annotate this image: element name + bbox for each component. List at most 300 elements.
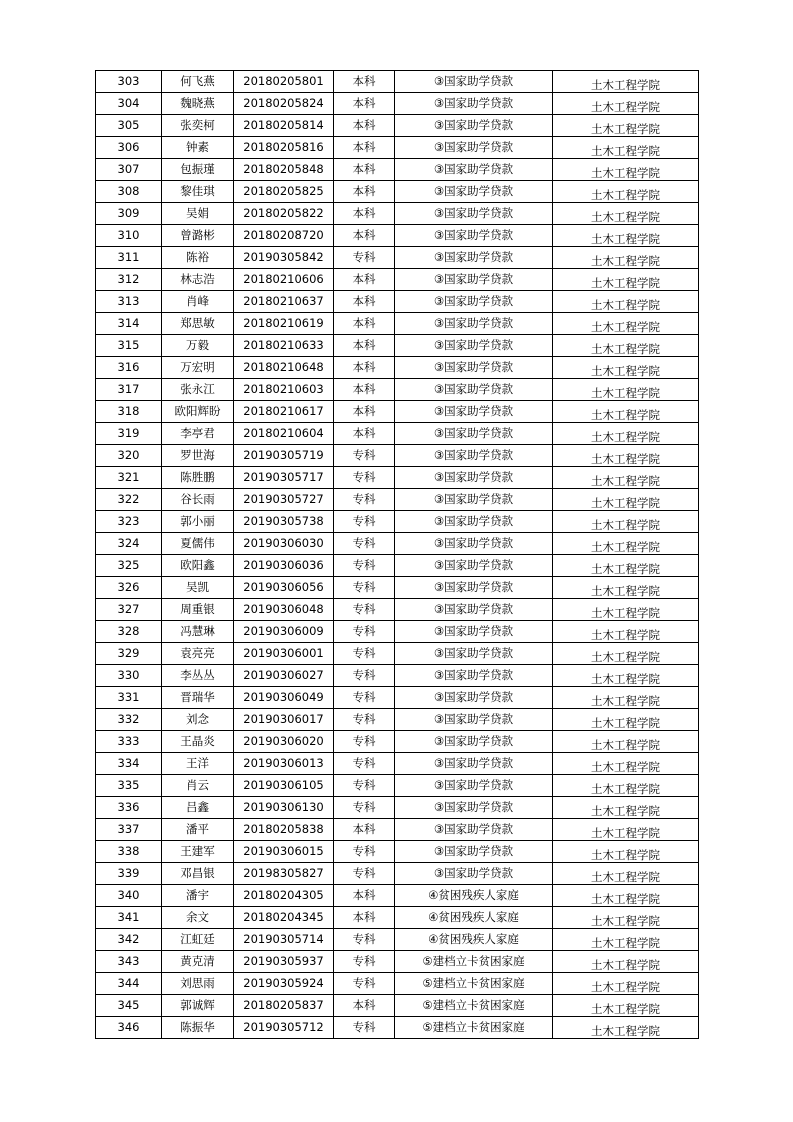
row-number-cell: 305 <box>96 115 162 137</box>
student-name-cell: 王洋 <box>162 753 234 775</box>
table-row <box>96 753 699 775</box>
student-name-cell: 肖云 <box>162 775 234 797</box>
college-cell: 土木工程学院 <box>553 115 699 137</box>
college-cell: 土木工程学院 <box>553 753 699 775</box>
student-name-cell: 夏儒伟 <box>162 533 234 555</box>
student-name-cell: 陈裕 <box>162 247 234 269</box>
student-id-cell: 20180210617 <box>234 401 334 423</box>
student-id-cell: 20190306048 <box>234 599 334 621</box>
education-level-cell: 专科 <box>334 1017 395 1039</box>
table-row <box>96 181 699 203</box>
college-cell: 土木工程学院 <box>553 511 699 533</box>
education-level-cell: 本科 <box>334 225 395 247</box>
aid-type-cell: ③国家助学贷款 <box>395 115 553 137</box>
education-level-cell: 专科 <box>334 709 395 731</box>
college-cell: 土木工程学院 <box>553 247 699 269</box>
table-row <box>96 313 699 335</box>
row-number-cell: 313 <box>96 291 162 313</box>
student-name-cell: 袁亮亮 <box>162 643 234 665</box>
student-id-cell: 20190305937 <box>234 951 334 973</box>
college-cell: 土木工程学院 <box>553 269 699 291</box>
education-level-cell: 专科 <box>334 753 395 775</box>
table-row <box>96 687 699 709</box>
college-cell: 土木工程学院 <box>553 467 699 489</box>
row-number-cell: 323 <box>96 511 162 533</box>
education-level-cell: 专科 <box>334 973 395 995</box>
aid-type-cell: ④贫困残疾人家庭 <box>395 907 553 929</box>
aid-type-cell: ③国家助学贷款 <box>395 621 553 643</box>
student-id-cell: 20180205814 <box>234 115 334 137</box>
student-name-cell: 吕鑫 <box>162 797 234 819</box>
row-number-cell: 340 <box>96 885 162 907</box>
student-name-cell: 邓昌银 <box>162 863 234 885</box>
aid-type-cell: ③国家助学贷款 <box>395 775 553 797</box>
education-level-cell: 专科 <box>334 775 395 797</box>
student-id-cell: 20190306001 <box>234 643 334 665</box>
table-row <box>96 973 699 995</box>
row-number-cell: 327 <box>96 599 162 621</box>
student-name-cell: 郭小丽 <box>162 511 234 533</box>
table-row <box>96 467 699 489</box>
student-id-cell: 20190305719 <box>234 445 334 467</box>
education-level-cell: 专科 <box>334 643 395 665</box>
aid-type-cell: ③国家助学贷款 <box>395 423 553 445</box>
row-number-cell: 338 <box>96 841 162 863</box>
college-cell: 土木工程学院 <box>553 203 699 225</box>
college-cell: 土木工程学院 <box>553 401 699 423</box>
college-cell: 土木工程学院 <box>553 973 699 995</box>
college-cell: 土木工程学院 <box>553 621 699 643</box>
student-name-cell: 魏晓燕 <box>162 93 234 115</box>
student-id-cell: 20190306030 <box>234 533 334 555</box>
table-row <box>96 93 699 115</box>
table-row <box>96 445 699 467</box>
table-row <box>96 555 699 577</box>
student-name-cell: 欧阳鑫 <box>162 555 234 577</box>
college-cell: 土木工程学院 <box>553 665 699 687</box>
college-cell: 土木工程学院 <box>553 907 699 929</box>
aid-type-cell: ⑤建档立卡贫困家庭 <box>395 973 553 995</box>
student-name-cell: 林志浩 <box>162 269 234 291</box>
aid-type-cell: ③国家助学贷款 <box>395 599 553 621</box>
student-id-cell: 20190306013 <box>234 753 334 775</box>
student-id-cell: 20198305827 <box>234 863 334 885</box>
aid-type-cell: ③国家助学贷款 <box>395 533 553 555</box>
table-row <box>96 929 699 951</box>
table-row <box>96 863 699 885</box>
aid-type-cell: ③国家助学贷款 <box>395 555 553 577</box>
aid-type-cell: ③国家助学贷款 <box>395 159 553 181</box>
college-cell: 土木工程学院 <box>553 489 699 511</box>
row-number-cell: 308 <box>96 181 162 203</box>
aid-type-cell: ③国家助学贷款 <box>395 577 553 599</box>
student-name-cell: 陈胜鹏 <box>162 467 234 489</box>
student-name-cell: 潘平 <box>162 819 234 841</box>
education-level-cell: 专科 <box>334 489 395 511</box>
aid-type-cell: ③国家助学贷款 <box>395 335 553 357</box>
college-cell: 土木工程学院 <box>553 423 699 445</box>
table-row <box>96 357 699 379</box>
education-level-cell: 专科 <box>334 577 395 599</box>
college-cell: 土木工程学院 <box>553 555 699 577</box>
college-cell: 土木工程学院 <box>553 731 699 753</box>
student-id-cell: 20180210606 <box>234 269 334 291</box>
student-id-cell: 20190305924 <box>234 973 334 995</box>
table-row <box>96 577 699 599</box>
student-name-cell: 欧阳辉盼 <box>162 401 234 423</box>
aid-type-cell: ③国家助学贷款 <box>395 181 553 203</box>
student-name-cell: 冯慧琳 <box>162 621 234 643</box>
student-id-cell: 20190306036 <box>234 555 334 577</box>
row-number-cell: 328 <box>96 621 162 643</box>
table-row <box>96 379 699 401</box>
college-cell: 土木工程学院 <box>553 313 699 335</box>
student-name-cell: 刘思雨 <box>162 973 234 995</box>
aid-type-cell: ③国家助学贷款 <box>395 489 553 511</box>
college-cell: 土木工程学院 <box>553 137 699 159</box>
college-cell: 土木工程学院 <box>553 841 699 863</box>
student-name-cell: 黄克清 <box>162 951 234 973</box>
student-name-cell: 吴凯 <box>162 577 234 599</box>
student-id-cell: 20180210619 <box>234 313 334 335</box>
aid-type-cell: ③国家助学贷款 <box>395 269 553 291</box>
college-cell: 土木工程学院 <box>553 291 699 313</box>
table-row <box>96 819 699 841</box>
row-number-cell: 304 <box>96 93 162 115</box>
aid-type-cell: ③国家助学贷款 <box>395 709 553 731</box>
row-number-cell: 342 <box>96 929 162 951</box>
table-row <box>96 951 699 973</box>
table-row <box>96 489 699 511</box>
table-row <box>96 115 699 137</box>
student-name-cell: 谷长雨 <box>162 489 234 511</box>
aid-type-cell: ③国家助学贷款 <box>395 247 553 269</box>
college-cell: 土木工程学院 <box>553 445 699 467</box>
row-number-cell: 343 <box>96 951 162 973</box>
table-row <box>96 841 699 863</box>
student-name-cell: 晋瑞华 <box>162 687 234 709</box>
education-level-cell: 专科 <box>334 731 395 753</box>
table-row <box>96 225 699 247</box>
student-id-cell: 20180205838 <box>234 819 334 841</box>
student-name-cell: 陈振华 <box>162 1017 234 1039</box>
education-level-cell: 本科 <box>334 137 395 159</box>
education-level-cell: 专科 <box>334 247 395 269</box>
education-level-cell: 本科 <box>334 907 395 929</box>
table-row <box>96 907 699 929</box>
student-name-cell: 李丛丛 <box>162 665 234 687</box>
student-id-cell: 20180205848 <box>234 159 334 181</box>
college-cell: 土木工程学院 <box>553 643 699 665</box>
student-name-cell: 王建军 <box>162 841 234 863</box>
row-number-cell: 326 <box>96 577 162 599</box>
row-number-cell: 330 <box>96 665 162 687</box>
student-name-cell: 王晶炎 <box>162 731 234 753</box>
education-level-cell: 专科 <box>334 445 395 467</box>
row-number-cell: 324 <box>96 533 162 555</box>
education-level-cell: 本科 <box>334 291 395 313</box>
student-name-cell: 曾潞彬 <box>162 225 234 247</box>
college-cell: 土木工程学院 <box>553 863 699 885</box>
student-id-cell: 20190305842 <box>234 247 334 269</box>
row-number-cell: 306 <box>96 137 162 159</box>
row-number-cell: 312 <box>96 269 162 291</box>
row-number-cell: 322 <box>96 489 162 511</box>
student-name-cell: 郑思敏 <box>162 313 234 335</box>
college-cell: 土木工程学院 <box>553 599 699 621</box>
aid-type-cell: ⑤建档立卡贫困家庭 <box>395 995 553 1017</box>
student-id-cell: 20190305712 <box>234 1017 334 1039</box>
aid-type-cell: ③国家助学贷款 <box>395 665 553 687</box>
education-level-cell: 专科 <box>334 797 395 819</box>
college-cell: 土木工程学院 <box>553 819 699 841</box>
student-id-cell: 20180204305 <box>234 885 334 907</box>
student-id-cell: 20190305727 <box>234 489 334 511</box>
table-row <box>96 885 699 907</box>
table-row <box>96 731 699 753</box>
student-id-cell: 20180205822 <box>234 203 334 225</box>
student-name-cell: 吴娟 <box>162 203 234 225</box>
table-row <box>96 137 699 159</box>
student-id-cell: 20190306105 <box>234 775 334 797</box>
student-id-cell: 20190305738 <box>234 511 334 533</box>
student-id-cell: 20190305714 <box>234 929 334 951</box>
education-level-cell: 专科 <box>334 533 395 555</box>
education-level-cell: 本科 <box>334 819 395 841</box>
student-id-cell: 20180205801 <box>234 71 334 93</box>
college-cell: 土木工程学院 <box>553 225 699 247</box>
row-number-cell: 335 <box>96 775 162 797</box>
student-id-cell: 20190306015 <box>234 841 334 863</box>
student-table-body <box>96 71 699 1039</box>
education-level-cell: 本科 <box>334 159 395 181</box>
aid-type-cell: ③国家助学贷款 <box>395 137 553 159</box>
row-number-cell: 337 <box>96 819 162 841</box>
student-id-cell: 20180205825 <box>234 181 334 203</box>
college-cell: 土木工程学院 <box>553 995 699 1017</box>
aid-type-cell: ③国家助学贷款 <box>395 731 553 753</box>
aid-type-cell: ⑤建档立卡贫困家庭 <box>395 1017 553 1039</box>
row-number-cell: 329 <box>96 643 162 665</box>
aid-type-cell: ③国家助学贷款 <box>395 401 553 423</box>
education-level-cell: 专科 <box>334 863 395 885</box>
table-row <box>96 709 699 731</box>
education-level-cell: 专科 <box>334 665 395 687</box>
student-name-cell: 江虹廷 <box>162 929 234 951</box>
student-id-cell: 20180210637 <box>234 291 334 313</box>
table-row <box>96 335 699 357</box>
student-name-cell: 黎佳琪 <box>162 181 234 203</box>
student-id-cell: 20180208720 <box>234 225 334 247</box>
table-row <box>96 291 699 313</box>
education-level-cell: 专科 <box>334 951 395 973</box>
student-name-cell: 罗世海 <box>162 445 234 467</box>
table-row <box>96 1017 699 1039</box>
student-id-cell: 20190305717 <box>234 467 334 489</box>
aid-type-cell: ③国家助学贷款 <box>395 71 553 93</box>
row-number-cell: 320 <box>96 445 162 467</box>
row-number-cell: 309 <box>96 203 162 225</box>
student-id-cell: 20180210604 <box>234 423 334 445</box>
row-number-cell: 333 <box>96 731 162 753</box>
row-number-cell: 345 <box>96 995 162 1017</box>
aid-type-cell: ③国家助学贷款 <box>395 797 553 819</box>
student-table <box>95 70 699 1039</box>
college-cell: 土木工程学院 <box>553 797 699 819</box>
table-row <box>96 643 699 665</box>
student-name-cell: 李亭君 <box>162 423 234 445</box>
table-row <box>96 775 699 797</box>
student-id-cell: 20180205816 <box>234 137 334 159</box>
row-number-cell: 318 <box>96 401 162 423</box>
college-cell: 土木工程学院 <box>553 687 699 709</box>
row-number-cell: 303 <box>96 71 162 93</box>
student-id-cell: 20190306049 <box>234 687 334 709</box>
education-level-cell: 本科 <box>334 313 395 335</box>
aid-type-cell: ③国家助学贷款 <box>395 93 553 115</box>
aid-type-cell: ③国家助学贷款 <box>395 357 553 379</box>
education-level-cell: 专科 <box>334 511 395 533</box>
college-cell: 土木工程学院 <box>553 885 699 907</box>
aid-type-cell: ③国家助学贷款 <box>395 841 553 863</box>
student-name-cell: 张永江 <box>162 379 234 401</box>
row-number-cell: 336 <box>96 797 162 819</box>
aid-type-cell: ③国家助学贷款 <box>395 863 553 885</box>
student-id-cell: 20190306130 <box>234 797 334 819</box>
education-level-cell: 本科 <box>334 335 395 357</box>
education-level-cell: 本科 <box>334 995 395 1017</box>
aid-type-cell: ③国家助学贷款 <box>395 753 553 775</box>
college-cell: 土木工程学院 <box>553 709 699 731</box>
college-cell: 土木工程学院 <box>553 929 699 951</box>
table-row <box>96 511 699 533</box>
student-id-cell: 20190306056 <box>234 577 334 599</box>
college-cell: 土木工程学院 <box>553 533 699 555</box>
aid-type-cell: ④贫困残疾人家庭 <box>395 885 553 907</box>
aid-type-cell: ③国家助学贷款 <box>395 313 553 335</box>
row-number-cell: 314 <box>96 313 162 335</box>
aid-type-cell: ③国家助学贷款 <box>395 445 553 467</box>
education-level-cell: 专科 <box>334 841 395 863</box>
aid-type-cell: ③国家助学贷款 <box>395 225 553 247</box>
college-cell: 土木工程学院 <box>553 951 699 973</box>
table-row <box>96 247 699 269</box>
student-name-cell: 刘念 <box>162 709 234 731</box>
aid-type-cell: ④贫困残疾人家庭 <box>395 929 553 951</box>
row-number-cell: 325 <box>96 555 162 577</box>
college-cell: 土木工程学院 <box>553 357 699 379</box>
student-name-cell: 何飞燕 <box>162 71 234 93</box>
college-cell: 土木工程学院 <box>553 577 699 599</box>
row-number-cell: 346 <box>96 1017 162 1039</box>
row-number-cell: 334 <box>96 753 162 775</box>
row-number-cell: 310 <box>96 225 162 247</box>
table-row <box>96 621 699 643</box>
student-id-cell: 20190306027 <box>234 665 334 687</box>
row-number-cell: 339 <box>96 863 162 885</box>
student-id-cell: 20180210603 <box>234 379 334 401</box>
education-level-cell: 专科 <box>334 687 395 709</box>
student-id-cell: 20190306020 <box>234 731 334 753</box>
college-cell: 土木工程学院 <box>553 379 699 401</box>
college-cell: 土木工程学院 <box>553 71 699 93</box>
aid-type-cell: ⑤建档立卡贫困家庭 <box>395 951 553 973</box>
table-row <box>96 159 699 181</box>
student-id-cell: 20180205837 <box>234 995 334 1017</box>
aid-type-cell: ③国家助学贷款 <box>395 687 553 709</box>
student-id-cell: 20180205824 <box>234 93 334 115</box>
row-number-cell: 317 <box>96 379 162 401</box>
aid-type-cell: ③国家助学贷款 <box>395 511 553 533</box>
education-level-cell: 本科 <box>334 115 395 137</box>
student-name-cell: 张奕柯 <box>162 115 234 137</box>
aid-type-cell: ③国家助学贷款 <box>395 203 553 225</box>
table-row <box>96 797 699 819</box>
education-level-cell: 本科 <box>334 93 395 115</box>
student-name-cell: 万毅 <box>162 335 234 357</box>
education-level-cell: 本科 <box>334 357 395 379</box>
student-id-cell: 20180210633 <box>234 335 334 357</box>
student-name-cell: 潘宇 <box>162 885 234 907</box>
aid-type-cell: ③国家助学贷款 <box>395 643 553 665</box>
row-number-cell: 307 <box>96 159 162 181</box>
education-level-cell: 本科 <box>334 423 395 445</box>
education-level-cell: 专科 <box>334 929 395 951</box>
education-level-cell: 本科 <box>334 203 395 225</box>
education-level-cell: 本科 <box>334 71 395 93</box>
student-name-cell: 余文 <box>162 907 234 929</box>
college-cell: 土木工程学院 <box>553 775 699 797</box>
aid-type-cell: ③国家助学贷款 <box>395 819 553 841</box>
college-cell: 土木工程学院 <box>553 1017 699 1039</box>
education-level-cell: 本科 <box>334 885 395 907</box>
table-row <box>96 665 699 687</box>
student-name-cell: 肖峰 <box>162 291 234 313</box>
student-id-cell: 20180204345 <box>234 907 334 929</box>
row-number-cell: 332 <box>96 709 162 731</box>
education-level-cell: 本科 <box>334 379 395 401</box>
aid-type-cell: ③国家助学贷款 <box>395 467 553 489</box>
row-number-cell: 315 <box>96 335 162 357</box>
table-row <box>96 203 699 225</box>
college-cell: 土木工程学院 <box>553 93 699 115</box>
row-number-cell: 316 <box>96 357 162 379</box>
student-id-cell: 20180210648 <box>234 357 334 379</box>
student-name-cell: 郭诚辉 <box>162 995 234 1017</box>
aid-type-cell: ③国家助学贷款 <box>395 379 553 401</box>
college-cell: 土木工程学院 <box>553 181 699 203</box>
student-id-cell: 20190306009 <box>234 621 334 643</box>
student-name-cell: 周重银 <box>162 599 234 621</box>
student-name-cell: 万宏明 <box>162 357 234 379</box>
college-cell: 土木工程学院 <box>553 159 699 181</box>
row-number-cell: 311 <box>96 247 162 269</box>
row-number-cell: 319 <box>96 423 162 445</box>
table-row <box>96 401 699 423</box>
student-name-cell: 包振瑾 <box>162 159 234 181</box>
education-level-cell: 专科 <box>334 621 395 643</box>
table-row <box>96 423 699 445</box>
student-name-cell: 钟素 <box>162 137 234 159</box>
table-row <box>96 995 699 1017</box>
education-level-cell: 本科 <box>334 269 395 291</box>
row-number-cell: 341 <box>96 907 162 929</box>
college-cell: 土木工程学院 <box>553 335 699 357</box>
education-level-cell: 本科 <box>334 401 395 423</box>
student-id-cell: 20190306017 <box>234 709 334 731</box>
education-level-cell: 本科 <box>334 181 395 203</box>
row-number-cell: 344 <box>96 973 162 995</box>
